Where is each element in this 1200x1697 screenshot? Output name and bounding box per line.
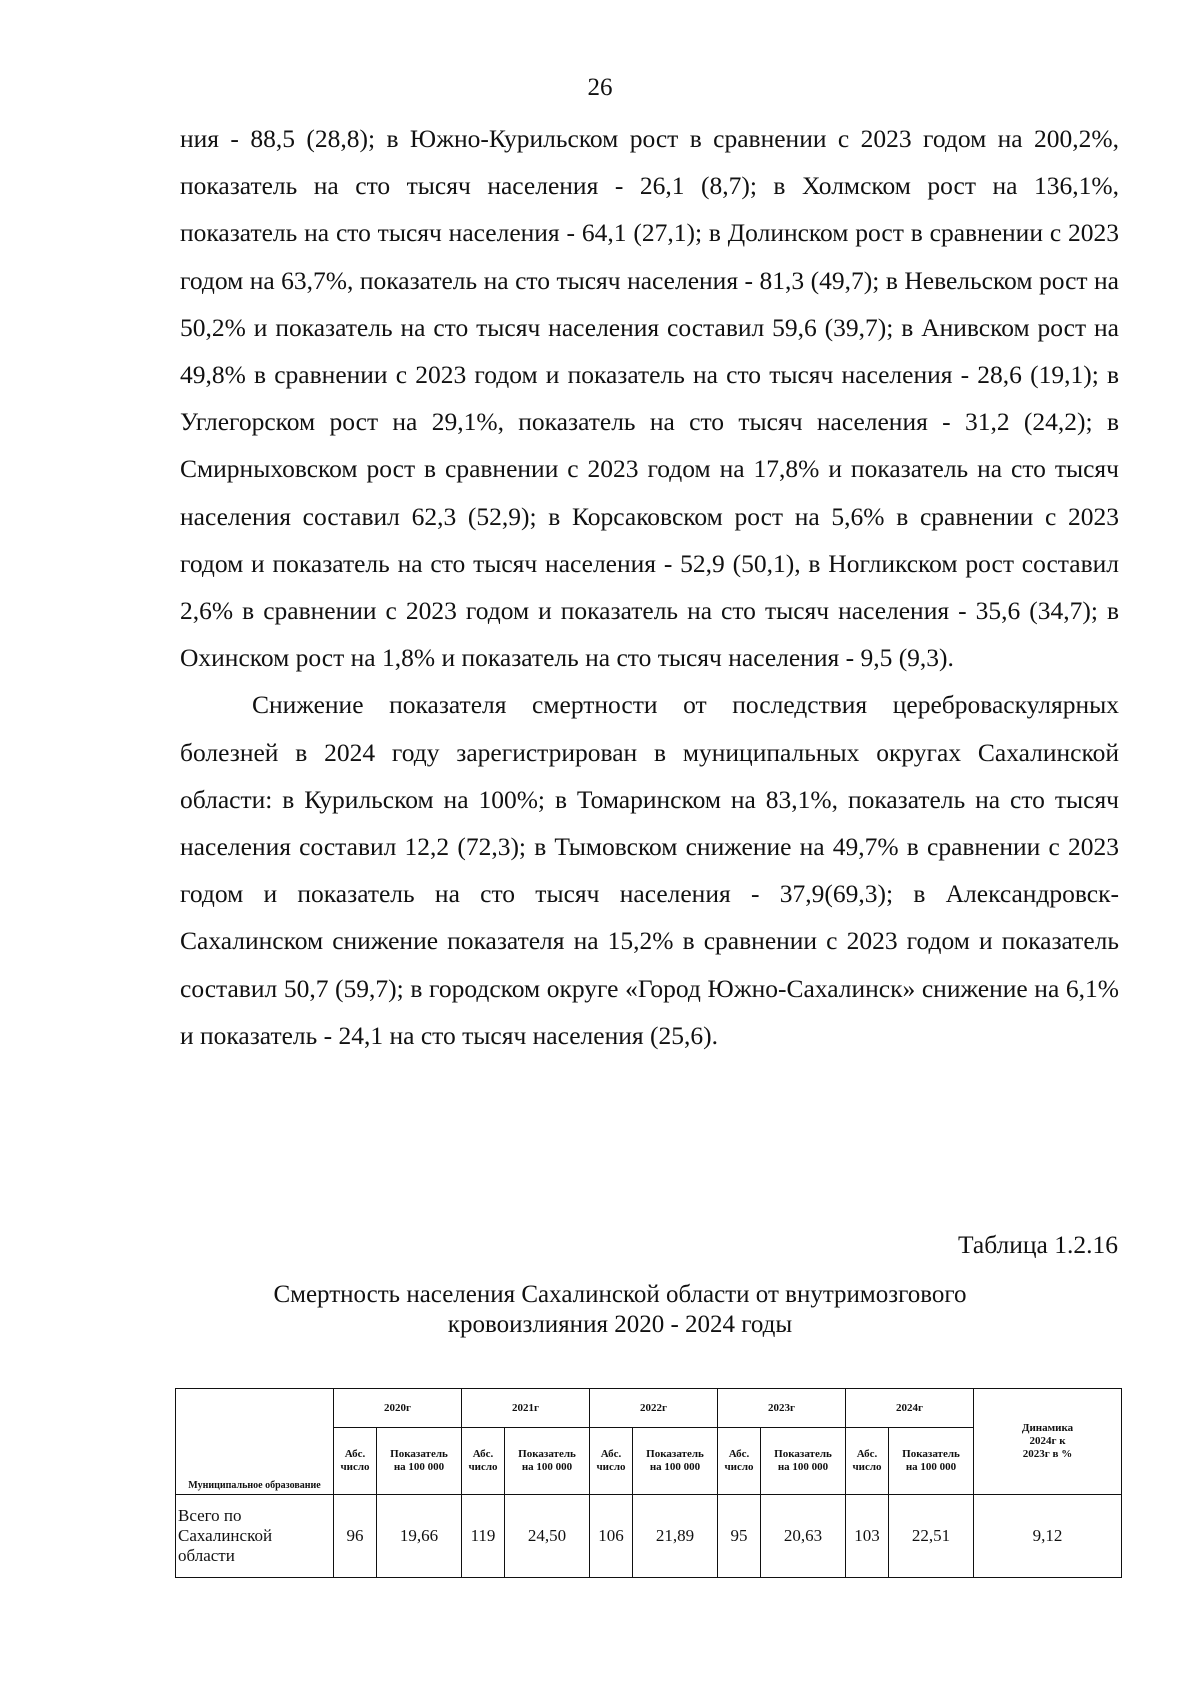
header-abs: Абс. число	[846, 1428, 889, 1495]
header-rate: Показатель на 100 000	[761, 1428, 846, 1495]
table-caption: Таблица 1.2.16	[957, 1230, 1118, 1259]
row-municipality-name: Всего по Сахалинской области	[176, 1495, 334, 1578]
cell-abs-2023: 95	[718, 1495, 761, 1578]
cell-abs-2021: 119	[462, 1495, 505, 1578]
header-rate: Показатель на 100 000	[377, 1428, 462, 1495]
header-year-2022: 2022г	[590, 1389, 718, 1428]
body-text	[180, 115, 1119, 1059]
cell-rate-2022: 21,89	[633, 1495, 718, 1578]
mortality-table	[175, 1388, 1122, 1578]
cell-dynamics: 9,12	[974, 1495, 1122, 1578]
cell-rate-2020: 19,66	[377, 1495, 462, 1578]
header-rate: Показатель на 100 000	[505, 1428, 590, 1495]
cell-abs-2022: 106	[590, 1495, 633, 1578]
header-rate: Показатель на 100 000	[633, 1428, 718, 1495]
page-number: 26	[587, 74, 613, 101]
cell-abs-2024: 103	[846, 1495, 889, 1578]
paragraph-decline: Снижение показателя смертности от последствия цереброваскулярных болезней в 2024 году зарегистрирован в муниципальных округах Сахалинской области: в Курильском на 100%; в Томаринском на 83,1%, показатель на сто тысяч населения составил 12,2 (72,3); в Тымовском снижение на 49,7% в сравнении с 2023 годом и показатель на сто тысяч населения - 37,9(69,3); в Александровск-Сахалинском снижение показателя на 15,2% в сравнении с 2023 годом и показатель составил 50,7 (59,7); в городском округе «Город Южно-Сахалинск» снижение на 6,1% и показатель - 24,1 на сто тысяч населения (25,6).	[180, 690, 1119, 1050]
table-title	[270, 1280, 970, 1340]
paragraph-continuation: ния - 88,5 (28,8); в Южно-Курильском рост в сравнении с 2023 годом на 200,2%, показатель на сто тысяч населения - 26,1 (8,7); в Холмском рост на 136,1%, показатель на сто тысяч населения - 64,1 (27,1); в Долинском рост в сравнении с 2023 годом на 63,7%, показатель на сто тысяч населения - 81,3 (49,7); в Невельском рост на 50,2% и показатель на сто тысяч населения составил 59,6 (39,7); в Анивском рост на 49,8% в сравнении с 2023 годом и показатель на сто тысяч населения - 28,6 (19,1); в Углегорском рост на 29,1%, показатель на сто тысяч населения - 31,2 (24,2); в Смирныховском рост в сравнении с 2023 годом на 17,8% и показатель на сто тысяч населения составил 62,3 (52,9); в Корсаковском рост на 5,6% в сравнении с 2023 годом и показатель на сто тысяч населения - 52,9 (50,1), в Ногликском рост составил 2,6% в сравнении с 2023 годом и показатель на сто тысяч населения - 35,6 (34,7); в Охинском рост на 1,8% и показатель на сто тысяч населения - 9,5 (9,3).	[180, 124, 1119, 673]
cell-abs-2020: 96	[334, 1495, 377, 1578]
header-rate: Показатель на 100 000	[889, 1428, 974, 1495]
header-year-2021: 2021г	[462, 1389, 590, 1428]
header-abs: Абс. число	[590, 1428, 633, 1495]
header-dynamics: Динамика 2024г к 2023г в %	[974, 1389, 1122, 1495]
header-year-2020: 2020г	[334, 1389, 462, 1428]
header-abs: Абс. число	[334, 1428, 377, 1495]
table-row	[176, 1495, 1122, 1578]
header-year-2023: 2023г	[718, 1389, 846, 1428]
table-title-line-1: Смертность населения Сахалинской области от внутримозгового	[273, 1281, 967, 1308]
header-abs: Абс. число	[462, 1428, 505, 1495]
header-year-2024: 2024г	[846, 1389, 974, 1428]
header-municipality: Муниципальное образование	[176, 1389, 334, 1495]
cell-rate-2023: 20,63	[761, 1495, 846, 1578]
cell-rate-2021: 24,50	[505, 1495, 590, 1578]
table-header-years	[176, 1389, 1122, 1428]
header-abs: Абс. число	[718, 1428, 761, 1495]
cell-rate-2024: 22,51	[889, 1495, 974, 1578]
table-title-line-2: кровоизлияния 2020 - 2024 годы	[447, 1311, 793, 1338]
